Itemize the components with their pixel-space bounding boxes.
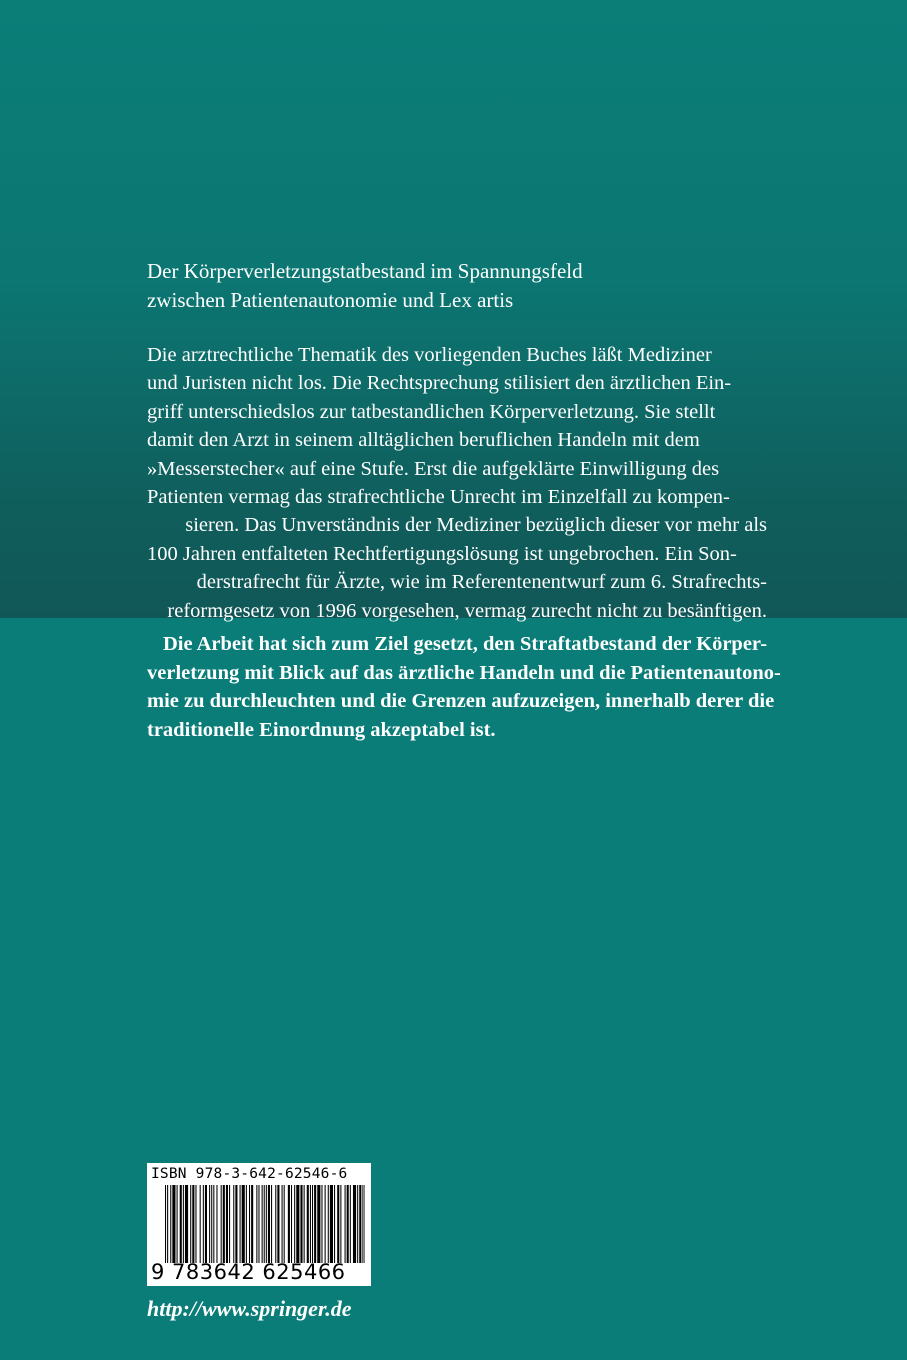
barcode-bar: [172, 1185, 175, 1263]
subtitle-line-1: Der Körperverletzungstatbestand im Spannungsfeld: [147, 259, 583, 283]
barcode-bar: [340, 1185, 341, 1263]
barcode-bar: [256, 1185, 257, 1263]
paragraph-1-line: Die arztrechtliche Thematik des vorliegenden Buches läßt Mediziner: [147, 344, 712, 366]
barcode-digits: 9 783642 625466: [151, 1260, 346, 1284]
barcode-bar: [330, 1185, 333, 1263]
barcode-bar: [362, 1185, 363, 1263]
paragraph-2-line: verletzung mit Blick auf das ärztliche Handeln und die Patientenautono-: [147, 661, 781, 684]
barcode-bar: [310, 1185, 311, 1263]
barcode-bar: [262, 1185, 263, 1263]
barcode-bar: [177, 1185, 178, 1263]
barcode-bar: [195, 1185, 196, 1263]
barcode-bar: [350, 1185, 351, 1263]
barcode-bar: [334, 1185, 335, 1263]
barcode-bar: [264, 1185, 265, 1263]
paragraph-1-line: 100 Jahren entfalteten Rechtfertigungslösung ist ungebrochen. Ein Son-: [147, 542, 737, 565]
paragraph-1-line: sieren. Das Unverständnis der Mediziner bezüglich dieser vor mehr als: [185, 514, 767, 537]
barcode-bar: [242, 1185, 245, 1263]
barcode-bar: [167, 1185, 168, 1263]
barcode-bar: [185, 1185, 188, 1263]
barcode-bar: [357, 1185, 358, 1263]
isbn-label: ISBN 978-3-642-62546-6: [151, 1166, 348, 1182]
paragraph-1-line: Patienten vermag das strafrechtliche Unrecht im Einzelfall zu kompen-: [147, 486, 730, 509]
barcode-bar: [271, 1185, 272, 1263]
paragraph-1-line: griff unterschiedslos zur tatbestandlichen Körperverletzung. Sie stellt: [147, 400, 716, 423]
barcode-bar: [249, 1185, 250, 1263]
paragraph-2-line: traditionelle Einordnung akzeptabel ist.: [147, 718, 496, 741]
barcode-bar: [229, 1185, 230, 1263]
barcode-bar: [347, 1185, 349, 1263]
barcode-bar: [284, 1185, 285, 1263]
barcode-bar: [205, 1185, 207, 1263]
barcode-bar: [190, 1185, 191, 1263]
paragraph-1-line: derstrafrecht für Ärzte, wie im Referentenentwurf zum 6. Strafrechts-: [196, 571, 767, 594]
barcode-bar: [282, 1185, 283, 1263]
barcode-bar: [304, 1185, 305, 1263]
barcode-bar: [296, 1185, 299, 1263]
barcode-bar: [240, 1185, 241, 1263]
paragraph-2-line: Die Arbeit hat sich zum Ziel gesetzt, den Straftatbestand der Körper-: [163, 633, 768, 655]
barcode-bar: [211, 1185, 212, 1263]
barcode-bar: [221, 1185, 222, 1263]
barcode-bar: [246, 1185, 247, 1263]
barcode-bars: [165, 1185, 365, 1263]
isbn-barcode: [147, 1163, 371, 1286]
description-paragraph-1: [147, 341, 767, 625]
barcode-bar: [325, 1185, 326, 1263]
paragraph-1-line: damit den Arzt in seinem alltäglichen beruflichen Handeln mit dem: [147, 429, 700, 452]
paragraph-1-line: reformgesetz von 1996 vorgesehen, vermag zurecht nicht zu besänftigen.: [167, 599, 767, 622]
barcode-bar: [288, 1185, 290, 1263]
barcode-bar: [268, 1185, 270, 1263]
barcode-bar: [180, 1185, 182, 1263]
barcode-bar: [345, 1185, 346, 1263]
barcode-bar: [300, 1185, 302, 1263]
barcode-bar: [321, 1185, 322, 1263]
barcode-bar: [226, 1185, 228, 1263]
barcode-bar: [277, 1185, 279, 1263]
paragraph-1-line: und Juristen nicht los. Die Rechtsprechung stilisiert den ärztlichen Ein-: [147, 372, 732, 395]
barcode-bar: [216, 1185, 217, 1263]
barcode-bar: [258, 1185, 259, 1263]
barcode-bar: [203, 1185, 204, 1263]
paragraph-2-line: mie zu durchleuchten und die Grenzen aufzuzeigen, innerhalb derer die: [147, 690, 775, 713]
barcode-bar: [192, 1185, 194, 1263]
barcode-bar: [209, 1185, 210, 1263]
barcode-bar: [251, 1185, 253, 1263]
barcode-bar: [213, 1185, 214, 1263]
barcode-bar: [291, 1185, 292, 1263]
barcode-bar: [183, 1185, 184, 1263]
barcode-bar: [266, 1185, 267, 1263]
barcode-bar: [312, 1185, 313, 1263]
barcode-bar: [294, 1185, 295, 1263]
description-paragraph-2: [147, 630, 781, 744]
paragraph-1-line: »Messerstecher« auf eine Stufe. Erst die aufgeklärte Einwilligung des: [147, 457, 720, 480]
book-subtitle: [147, 257, 787, 315]
barcode-bar: [170, 1185, 171, 1263]
barcode-bar: [165, 1185, 166, 1263]
barcode-bar: [359, 1185, 361, 1263]
barcode-bar: [233, 1185, 234, 1263]
barcode-bar: [200, 1185, 201, 1263]
barcode-bar: [275, 1185, 276, 1263]
barcode-bar: [314, 1185, 316, 1263]
barcode-bar: [353, 1185, 356, 1263]
barcode-bar: [235, 1185, 237, 1263]
barcode-bar: [307, 1185, 309, 1263]
subtitle-line-2: zwischen Patientenautonomie und Lex artis: [147, 288, 514, 312]
barcode-bar: [317, 1185, 320, 1263]
barcode-bar: [328, 1185, 329, 1263]
publisher-url[interactable]: http://www.springer.de: [147, 1296, 352, 1321]
barcode-bar: [223, 1185, 225, 1263]
barcode-bar: [365, 1185, 366, 1263]
barcode-bar: [337, 1185, 339, 1263]
